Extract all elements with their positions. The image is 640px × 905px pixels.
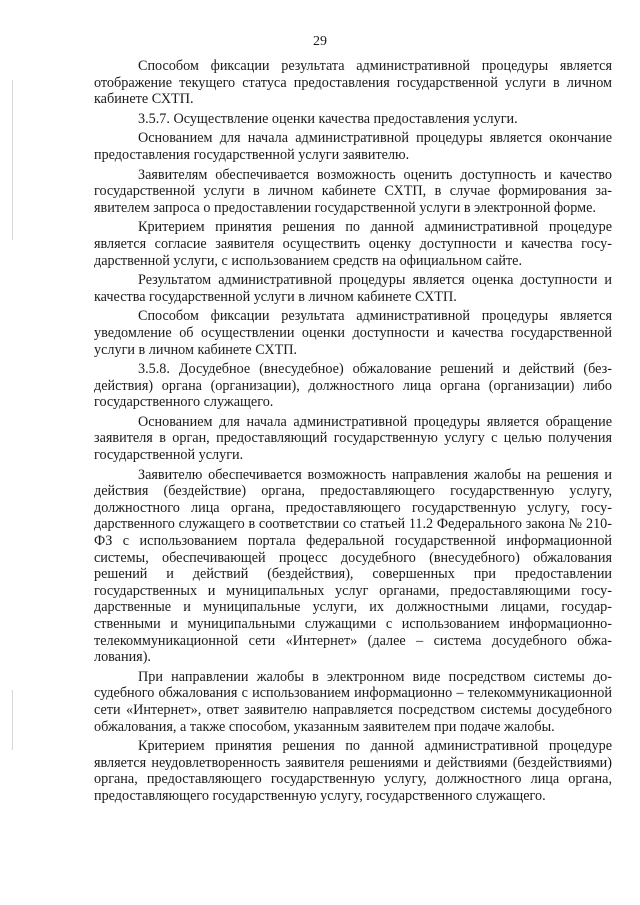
section-heading-3-5-8: 3.5.8. Досудебное (внесудебное) обжалование решений и действий (бездействия) органа (организации), должностного лица органа (организации) либо государственного служащего. bbox=[94, 361, 612, 411]
paragraph: Способом фиксации результата административной процедуры является уведомление об осуществлении оценки доступности и качества государственной услуги в личном кабинете СХТП. bbox=[94, 308, 612, 358]
section-heading-3-5-7: 3.5.7. Осуществление оценки качества предоставления услуги. bbox=[138, 110, 518, 127]
paragraph: При направлении жалобы в электронном виде посредством системы досудебного обжалования с использованием информационно – телекоммуникационной сети «Интернет», ответ заявителю направляется посредством системы досудебного обжалования, а также способом, указанным заявителем при подаче жалобы. bbox=[94, 668, 612, 735]
paragraph: Заявителям обеспечивается возможность оценить доступность и качество государственной услуги в личном кабинете СХТП, в случае формирования заявителем запроса о предоставлении государственной услуги в электронной форме. bbox=[94, 166, 612, 216]
scan-edge-mark bbox=[12, 690, 13, 750]
paragraph: Результатом административной процедуры является оценка доступности и качества государственной услуги в личном кабинете СХТП. bbox=[94, 272, 612, 305]
paragraph: Заявителю обеспечивается возможность направления жалобы на решения и действия (бездействие) органа, предоставляющего государственную услугу, должностного лица органа, предоставляющего государственную услугу, государственного служащего в соответствии со статьей 11.2 Федерального закона № 210-ФЗ с использованием портала федеральной государственной информационной системы, обеспечивающей процесс досудебного (внесудебного) обжалования решений и действий (бездействия), совершенных при предоставлении государственных и муниципальных услуг органами, предоставляющими государственные и муниципальные услуги, их должностными лицами, государственными и муниципальными служащими с использованием информационнотелекоммуникационной сети «Интернет» (далее – система досудебного обжалования). bbox=[94, 466, 612, 666]
paragraph: Критерием принятия решения по данной административной процедуре является неудовлетворенность заявителя решениями и действиями (бездействиями) органа, предоставляющего государственную услугу, должностного лица органа, предоставляющего государственную услугу, государственного служащего. bbox=[94, 738, 612, 804]
paragraph: Основанием для начала административной процедуры является окончание предоставления государственной услуги заявителю. bbox=[94, 130, 612, 163]
paragraph: Критерием принятия решения по данной административной процедуре является согласие заявителя осуществить оценку доступности и качества государственной услуги, с использованием средств на официальном сайте. bbox=[94, 219, 612, 269]
document-body bbox=[94, 58, 612, 805]
paragraph: Основанием для начала административной процедуры является обращение заявителя в орган, предоставляющий государственную услугу с целью получения государственной услуги. bbox=[94, 413, 612, 464]
page-number: 29 bbox=[313, 34, 327, 49]
scan-edge-mark bbox=[12, 80, 13, 240]
paragraph: Способом фиксации результата административной процедуры является отображение текущего статуса предоставления государственной услуги в личном кабинете СХТП. bbox=[94, 58, 612, 108]
